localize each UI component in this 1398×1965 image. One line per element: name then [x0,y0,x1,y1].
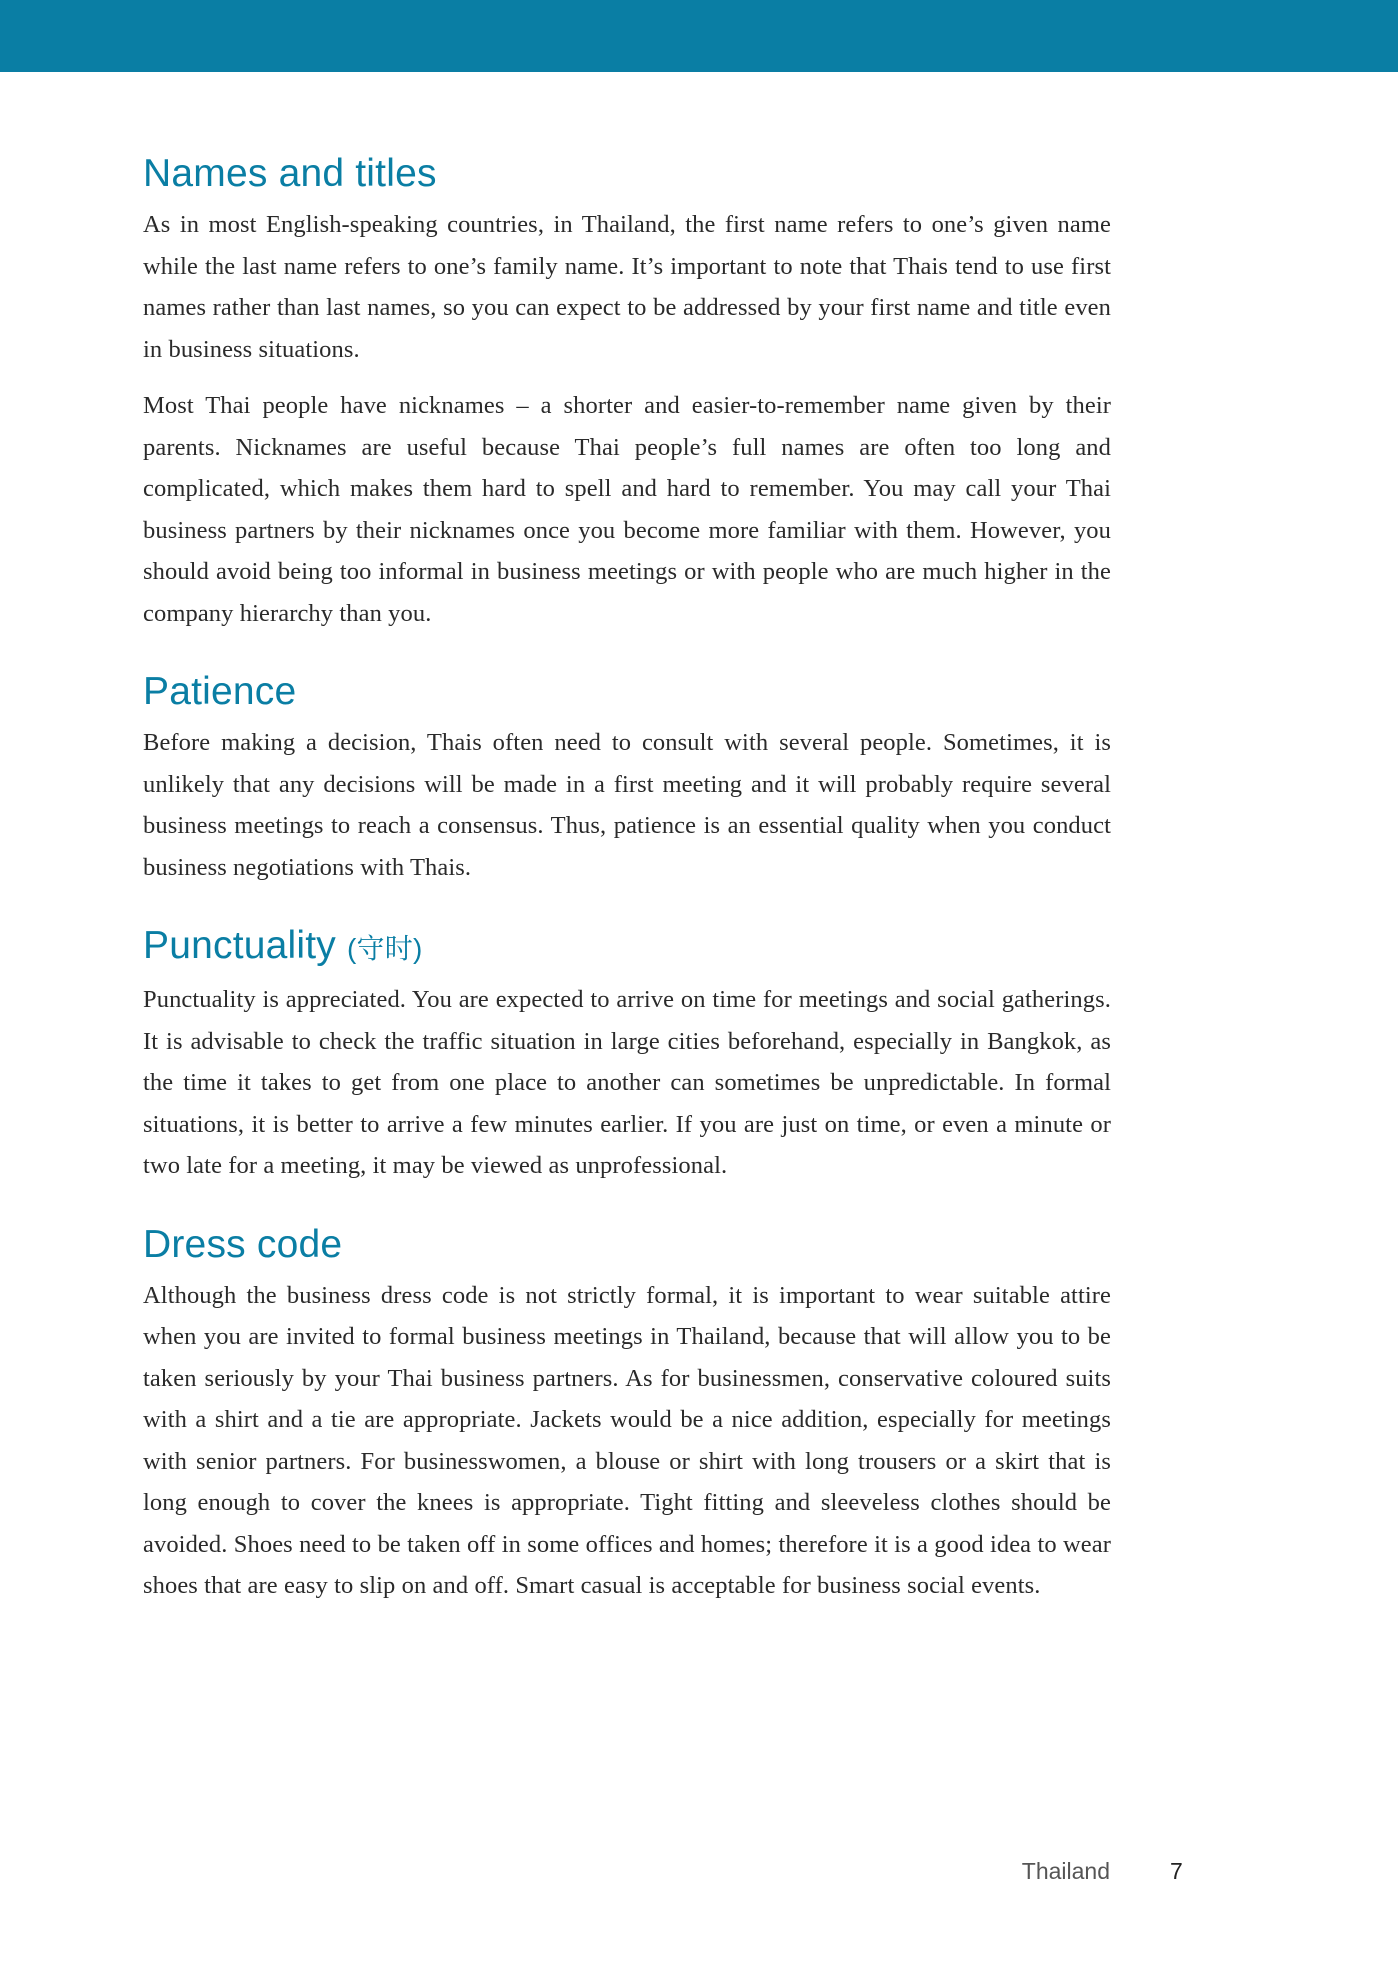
section-heading [143,150,1111,198]
section-punctuality [143,922,1111,1187]
section-heading [143,1221,1111,1269]
paragraph: Although the business dress code is not strictly formal, it is important to wear suitable attire when you are invited to formal business meetings in Thailand, because that will allow you to be taken seriously by your Thai business partners. As for businessmen, conservative coloured suits with a shirt and a tie are appropriate. Jackets would be a nice addition, especially for meetings with senior partners. For businesswomen, a blouse or shirt with long trousers or a skirt that is long enough to cover the knees is appropriate. Tight fitting and sleeveless clothes should be avoided. Shoes need to be taken off in some offices and homes; therefore it is a good idea to wear shoes that are easy to slip on and off. Smart casual is acceptable for business social events. [143,1281,1111,1599]
top-color-band [0,0,1398,72]
page-number: 7 [1170,1858,1183,1884]
paragraph: Punctuality is appreciated. You are expected to arrive on time for meetings and social gatherings. It is advisable to check the traffic situation in large cities beforehand, especially in Bangkok, as the time it takes to get from one place to another can sometimes be unpredictable. In formal situations, it is better to arrive a few minutes earlier. If you are just on time, or even a minute or two late for a meeting, it may be viewed as unprofessional. [143,986,1111,1179]
section-heading-text: Punctuality [143,924,336,967]
section-names-and-titles [143,150,1111,634]
page-footer [0,1858,1398,1894]
paragraph: Before making a decision, Thais often need to consult with several people. Sometimes, it is unlikely that any decisions will be made in a first meeting and it will probably require several business meetings to reach a consensus. Thus, patience is an essential quality when you conduct business negotiations with Thais. [143,729,1111,881]
section-heading [143,922,1111,973]
paragraph: As in most English-speaking countries, in Thailand, the first name refers to one’s given name while the last name refers to one’s family name. It’s important to note that Thais tend to use first names rather than last names, so you can expect to be addressed by your first name and title even in business situations. [143,211,1111,363]
section-heading [143,668,1111,716]
section-heading-text: Dress code [143,1222,343,1266]
paragraph: Most Thai people have nicknames – a shorter and easier-to-remember name given by their parents. Nicknames are useful because Thai people’s full names are often too long and complicated, which makes them hard to spell and hard to remember. You may call your Thai business partners by their nicknames once you become more familiar with them. However, you should avoid being too informal in business meetings or with people who are much higher in the company hierarchy than you. [143,392,1111,627]
section-heading-text: Patience [143,670,297,713]
section-dress-code [143,1221,1111,1607]
section-heading-text: Names and titles [143,152,437,195]
section-heading-note: (守时) [347,933,423,964]
footer-country-label: Thailand [1021,1858,1110,1884]
page-content [143,150,1111,1641]
section-patience [143,668,1111,888]
